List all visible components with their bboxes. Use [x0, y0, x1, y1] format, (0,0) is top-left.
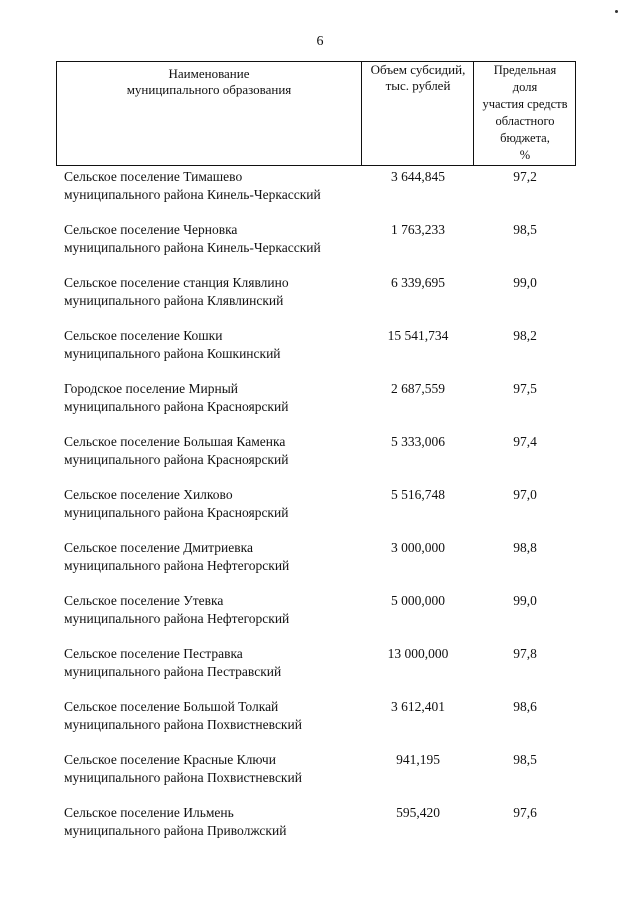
municipality-name [64, 751, 364, 787]
header-share-column [473, 62, 576, 165]
header-share-line: % [519, 148, 531, 162]
name-line: Сельское поселение Пестравка [64, 646, 243, 661]
name-line: Сельское поселение Дмитриевка [64, 540, 253, 555]
header-share-line: областного [495, 114, 555, 128]
name-line: муниципального района Кинель-Черкасский [64, 187, 321, 202]
name-line: Сельское поселение Ильмень [64, 805, 234, 820]
name-line: муниципального района Красноярский [64, 452, 289, 467]
budget-share: 99,0 [513, 593, 537, 608]
name-line: муниципального района Клявлинский [64, 293, 284, 308]
budget-share: 97,4 [513, 434, 537, 449]
header-share-line: участия средств [482, 97, 568, 111]
table-row [0, 219, 640, 271]
municipality-name [64, 698, 364, 734]
table-row [0, 643, 640, 695]
name-line: Сельское поселение Красные Ключи [64, 752, 276, 767]
header-amount-line: тыс. рублей [385, 78, 451, 93]
table-header [56, 61, 576, 166]
table-row [0, 325, 640, 377]
name-line: Сельское поселение Утевка [64, 593, 224, 608]
header-share-line: Предельная [493, 63, 557, 77]
header-amount-line: Объем субсидий, [370, 62, 466, 77]
budget-share: 97,2 [513, 169, 537, 184]
name-line: муниципального района Красноярский [64, 505, 289, 520]
name-line: Сельское поселение Большая Каменка [64, 434, 286, 449]
name-line: Сельское поселение Большой Толкай [64, 699, 279, 714]
municipality-name [64, 486, 364, 522]
budget-share: 97,8 [513, 646, 537, 661]
subsidy-amount: 5 333,006 [391, 434, 445, 449]
table-row [0, 802, 640, 854]
name-line: муниципального района Красноярский [64, 399, 289, 414]
budget-share: 98,2 [513, 328, 537, 343]
municipality-name [64, 327, 364, 363]
municipality-name [64, 645, 364, 681]
budget-share: 98,8 [513, 540, 537, 555]
table-row [0, 272, 640, 324]
page-number: 6 [316, 34, 324, 49]
municipality-name [64, 221, 364, 257]
name-line: муниципального района Нефтегорский [64, 558, 290, 573]
municipality-name [64, 539, 364, 575]
subsidy-amount: 3 000,000 [391, 540, 445, 555]
table-row [0, 696, 640, 748]
name-line: муниципального района Кошкинский [64, 346, 281, 361]
name-line: муниципального района Пестравский [64, 664, 282, 679]
municipality-name [64, 433, 364, 469]
table-row [0, 590, 640, 642]
name-line: Сельское поселение Тимашево [64, 169, 243, 184]
subsidy-amount: 15 541,734 [387, 328, 449, 343]
scan-speck [615, 10, 618, 13]
header-amount-column [361, 62, 474, 165]
table-row [0, 484, 640, 536]
municipality-name [64, 168, 364, 204]
name-line: муниципального района Нефтегорский [64, 611, 290, 626]
municipality-name [64, 804, 364, 840]
subsidy-amount: 595,420 [396, 805, 440, 820]
name-line: Сельское поселение Черновка [64, 222, 238, 237]
subsidy-amount: 5 000,000 [391, 593, 445, 608]
header-name-column [57, 62, 361, 165]
municipality-name [64, 380, 364, 416]
subsidy-amount: 3 644,845 [391, 169, 445, 184]
subsidy-amount: 2 687,559 [391, 381, 445, 396]
name-line: муниципального района Похвистневский [64, 717, 302, 732]
header-share-line: бюджета, [500, 131, 550, 145]
header-name-line: Наименование [168, 66, 250, 81]
municipality-name [64, 274, 364, 310]
budget-share: 97,6 [513, 805, 537, 820]
name-line: муниципального района Приволжский [64, 823, 287, 838]
header-share-line: доля [512, 80, 538, 94]
subsidy-amount: 1 763,233 [391, 222, 445, 237]
name-line: Городское поселение Мирный [64, 381, 238, 396]
name-line: Сельское поселение Кошки [64, 328, 223, 343]
table-row [0, 378, 640, 430]
subsidy-amount: 5 516,748 [391, 487, 445, 502]
name-line: муниципального района Похвистневский [64, 770, 302, 785]
table-row [0, 431, 640, 483]
subsidy-amount: 941,195 [396, 752, 440, 767]
budget-share: 97,5 [513, 381, 537, 396]
name-line: Сельское поселение станция Клявлино [64, 275, 289, 290]
budget-share: 98,6 [513, 699, 537, 714]
budget-share: 97,0 [513, 487, 537, 502]
header-name-line: муниципального образования [126, 82, 292, 97]
name-line: Сельское поселение Хилково [64, 487, 233, 502]
table-row [0, 537, 640, 589]
budget-share: 98,5 [513, 222, 537, 237]
budget-share: 99,0 [513, 275, 537, 290]
name-line: муниципального района Кинель-Черкасский [64, 240, 321, 255]
table-row [0, 166, 640, 218]
subsidy-amount: 6 339,695 [391, 275, 445, 290]
budget-share: 98,5 [513, 752, 537, 767]
subsidy-amount: 13 000,000 [387, 646, 449, 661]
table-row [0, 749, 640, 801]
subsidy-amount: 3 612,401 [391, 699, 445, 714]
municipality-name [64, 592, 364, 628]
